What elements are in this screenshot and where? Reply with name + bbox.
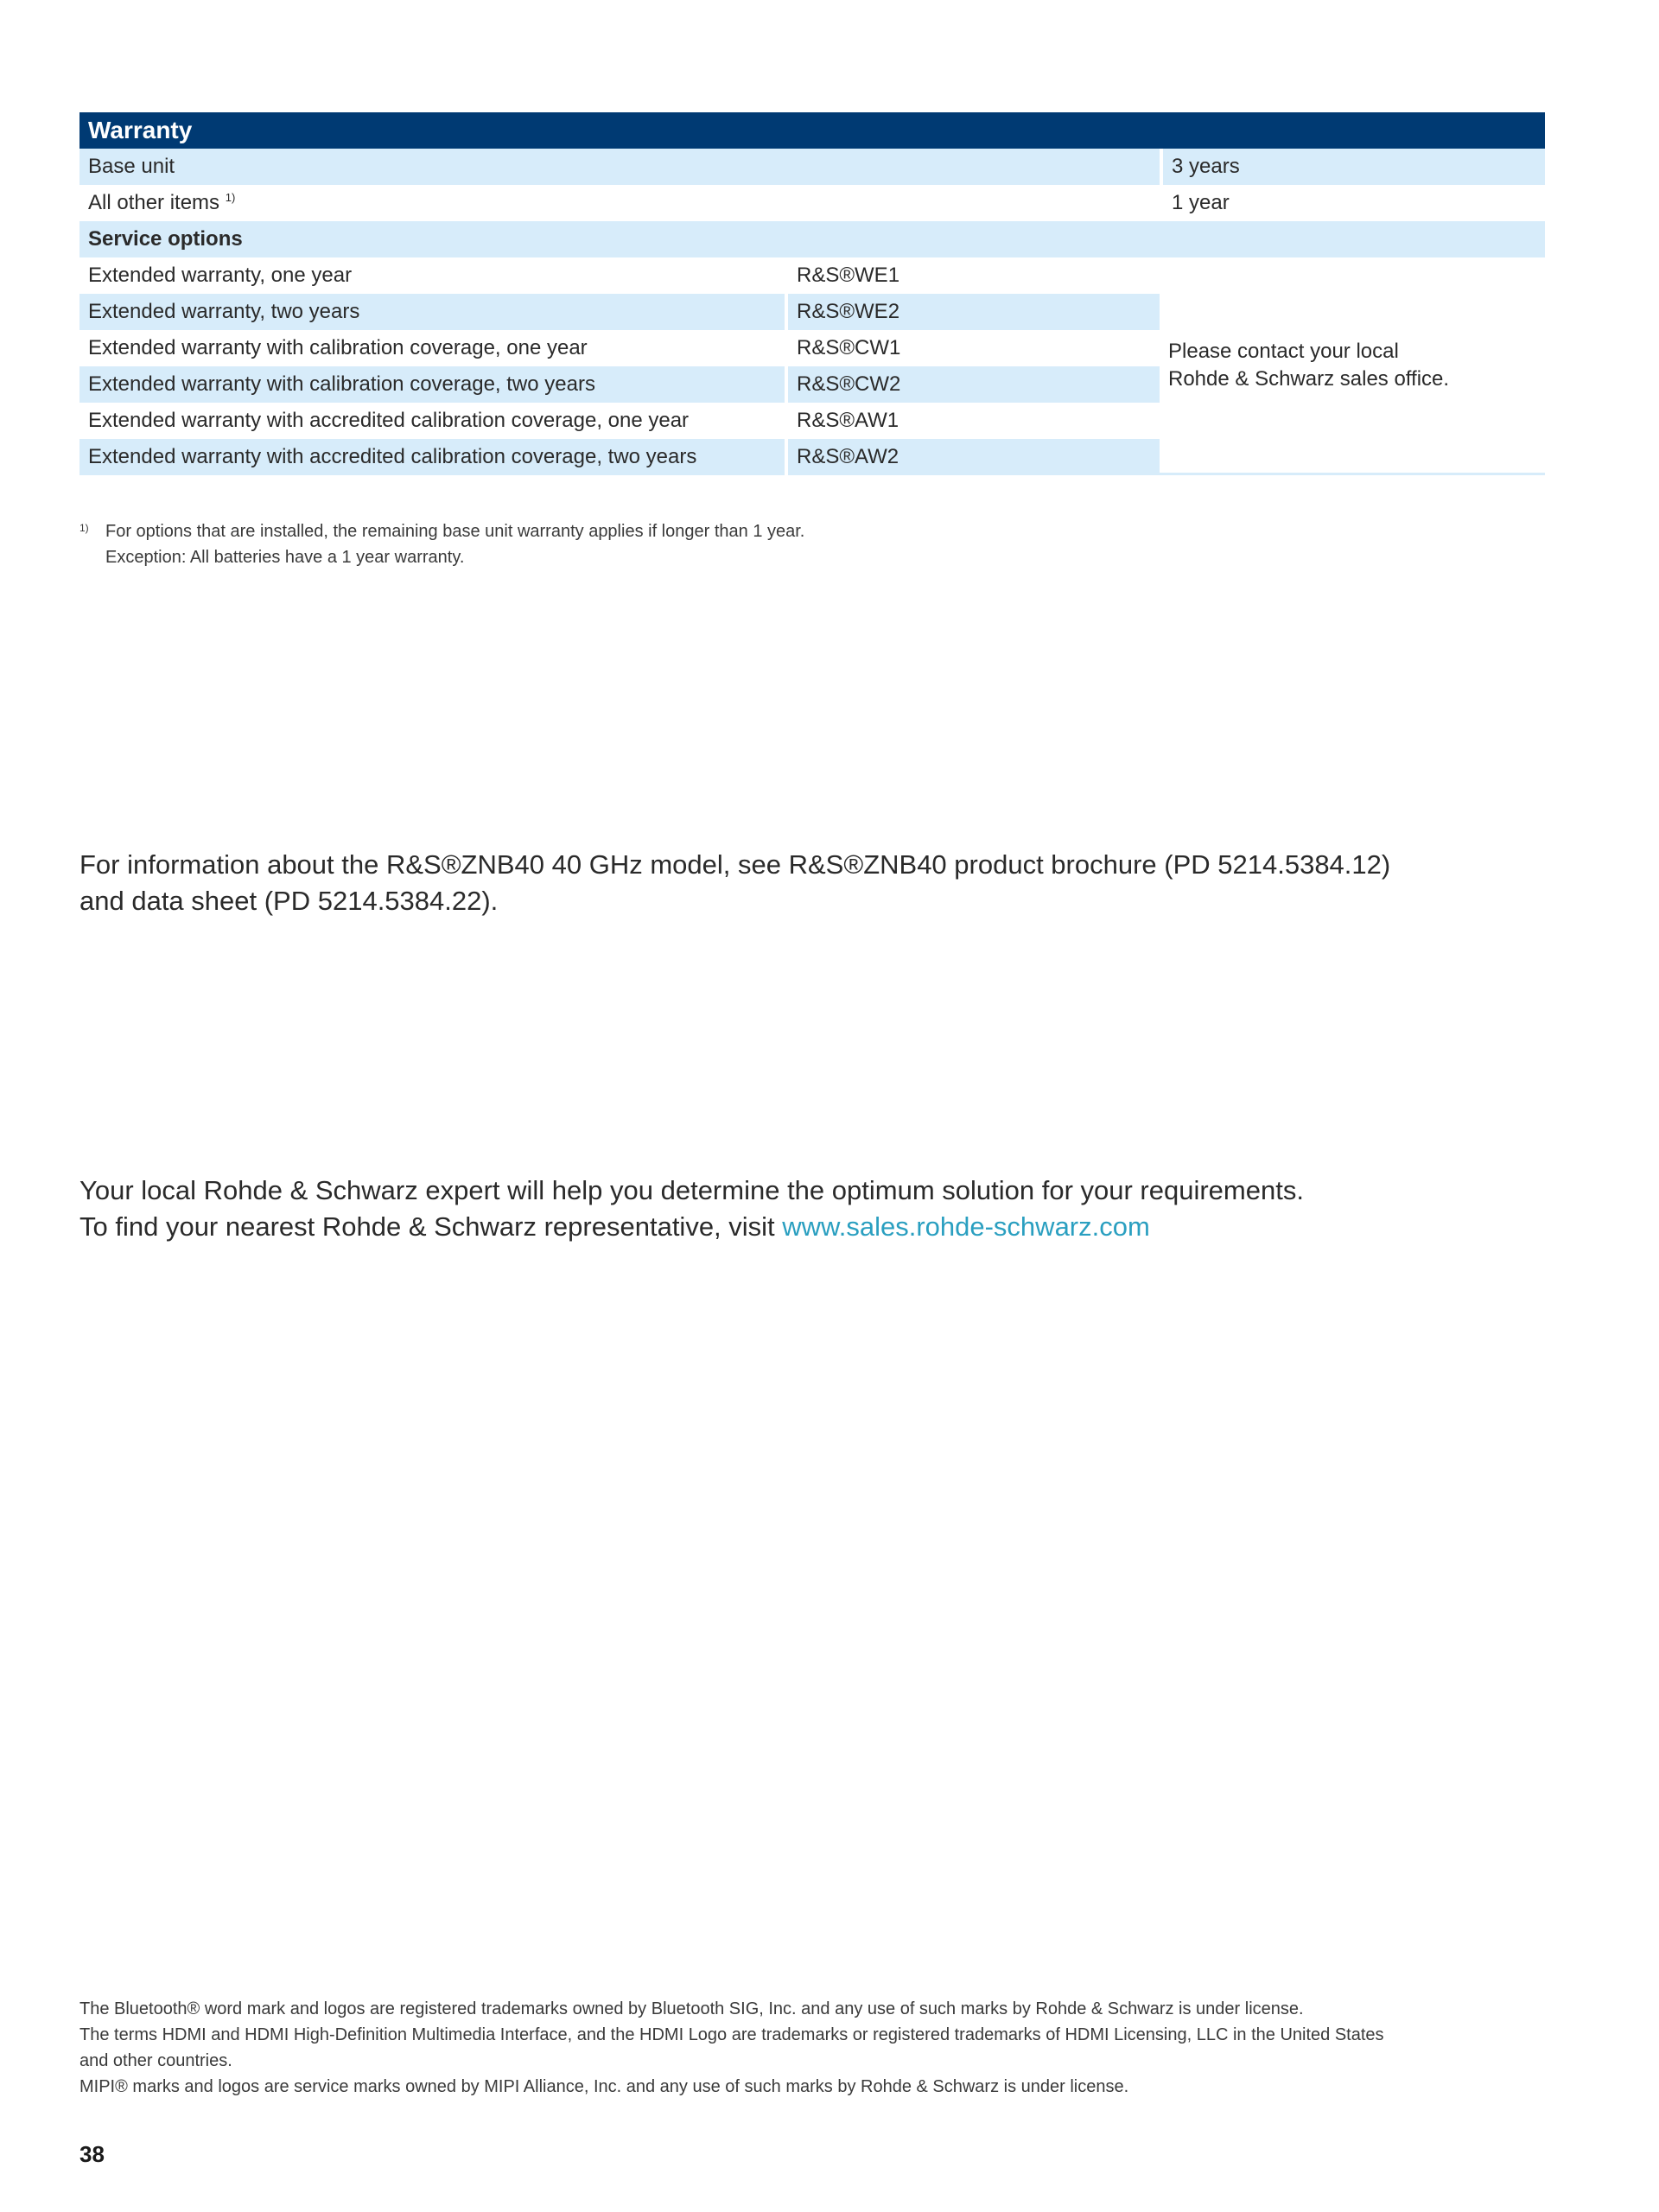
warranty-table (79, 112, 1545, 475)
option-code: R&S®AW1 (788, 403, 1160, 439)
footnote-ref: 1) (225, 191, 236, 204)
table-row (79, 149, 1545, 185)
option-label: Extended warranty with accredited calibration coverage, two years (79, 439, 788, 475)
option-label: Extended warranty, one year (79, 257, 788, 294)
footnote-line: Exception: All batteries have a 1 year warranty. (105, 548, 465, 567)
page-number: 38 (79, 2141, 105, 2167)
legal-line: and other countries. (79, 2051, 232, 2070)
contact-line: Please contact your local (1168, 339, 1399, 363)
row-label: Base unit (79, 149, 1160, 185)
option-label: Extended warranty with accredited calibration coverage, one year (79, 403, 788, 439)
expert-line: Your local Rohde & Schwarz expert will help you determine the optimum solution for your requirements. (79, 1175, 1304, 1205)
info-line: and data sheet (PD 5214.5384.22). (79, 886, 499, 916)
table-header-row (79, 112, 1545, 149)
table-title: Warranty (79, 112, 1545, 149)
contact-note (1160, 257, 1545, 475)
option-label: Extended warranty, two years (79, 294, 788, 330)
table-row (79, 257, 1545, 294)
footnote-line: For options that are installed, the remaining base unit warranty applies if longer than 1 year. (105, 522, 805, 541)
option-label: Extended warranty with calibration coverage, two years (79, 366, 788, 403)
row-value: 1 year (1160, 185, 1545, 221)
option-code: R&S®CW2 (788, 366, 1160, 403)
option-label: Extended warranty with calibration coverage, one year (79, 330, 788, 366)
table-row (79, 185, 1545, 221)
option-code: R&S®CW1 (788, 330, 1160, 366)
expert-line-text: To find your nearest Rohde & Schwarz representative, visit (79, 1211, 783, 1242)
info-paragraph (79, 847, 1390, 919)
legal-line: The Bluetooth® word mark and logos are registered trademarks owned by Bluetooth SIG, Inc. and any use of such marks by Rohde & Schwarz is under license. (79, 1999, 1304, 2018)
legal-line: The terms HDMI and HDMI High-Definition Multimedia Interface, and the HDMI Logo are trademarks or registered trademarks of HDMI Licensing, LLC in the United States (79, 2025, 1384, 2044)
row-value: 3 years (1160, 149, 1545, 185)
row-label (79, 185, 1160, 221)
footnote-mark: 1) (79, 522, 89, 534)
section-title: Service options (79, 221, 1545, 257)
expert-paragraph (79, 1173, 1304, 1245)
option-code: R&S®WE1 (788, 257, 1160, 294)
section-row (79, 221, 1545, 257)
option-code: R&S®AW2 (788, 439, 1160, 475)
expert-line (79, 1209, 1304, 1245)
row-label-text: All other items (88, 191, 220, 214)
legal-line: MIPI® marks and logos are service marks owned by MIPI Alliance, Inc. and any use of such marks by Rohde & Schwarz is under license. (79, 2077, 1129, 2096)
contact-line: Rohde & Schwarz sales office. (1168, 366, 1450, 391)
footnote (79, 518, 804, 570)
option-code: R&S®WE2 (788, 294, 1160, 330)
info-line: For information about the R&S®ZNB40 40 GHz model, see R&S®ZNB40 product brochure (PD 5214.5384.12) (79, 849, 1391, 880)
sales-link[interactable]: www.sales.rohde-schwarz.com (782, 1211, 1150, 1242)
legal-notice (79, 1996, 1548, 2100)
